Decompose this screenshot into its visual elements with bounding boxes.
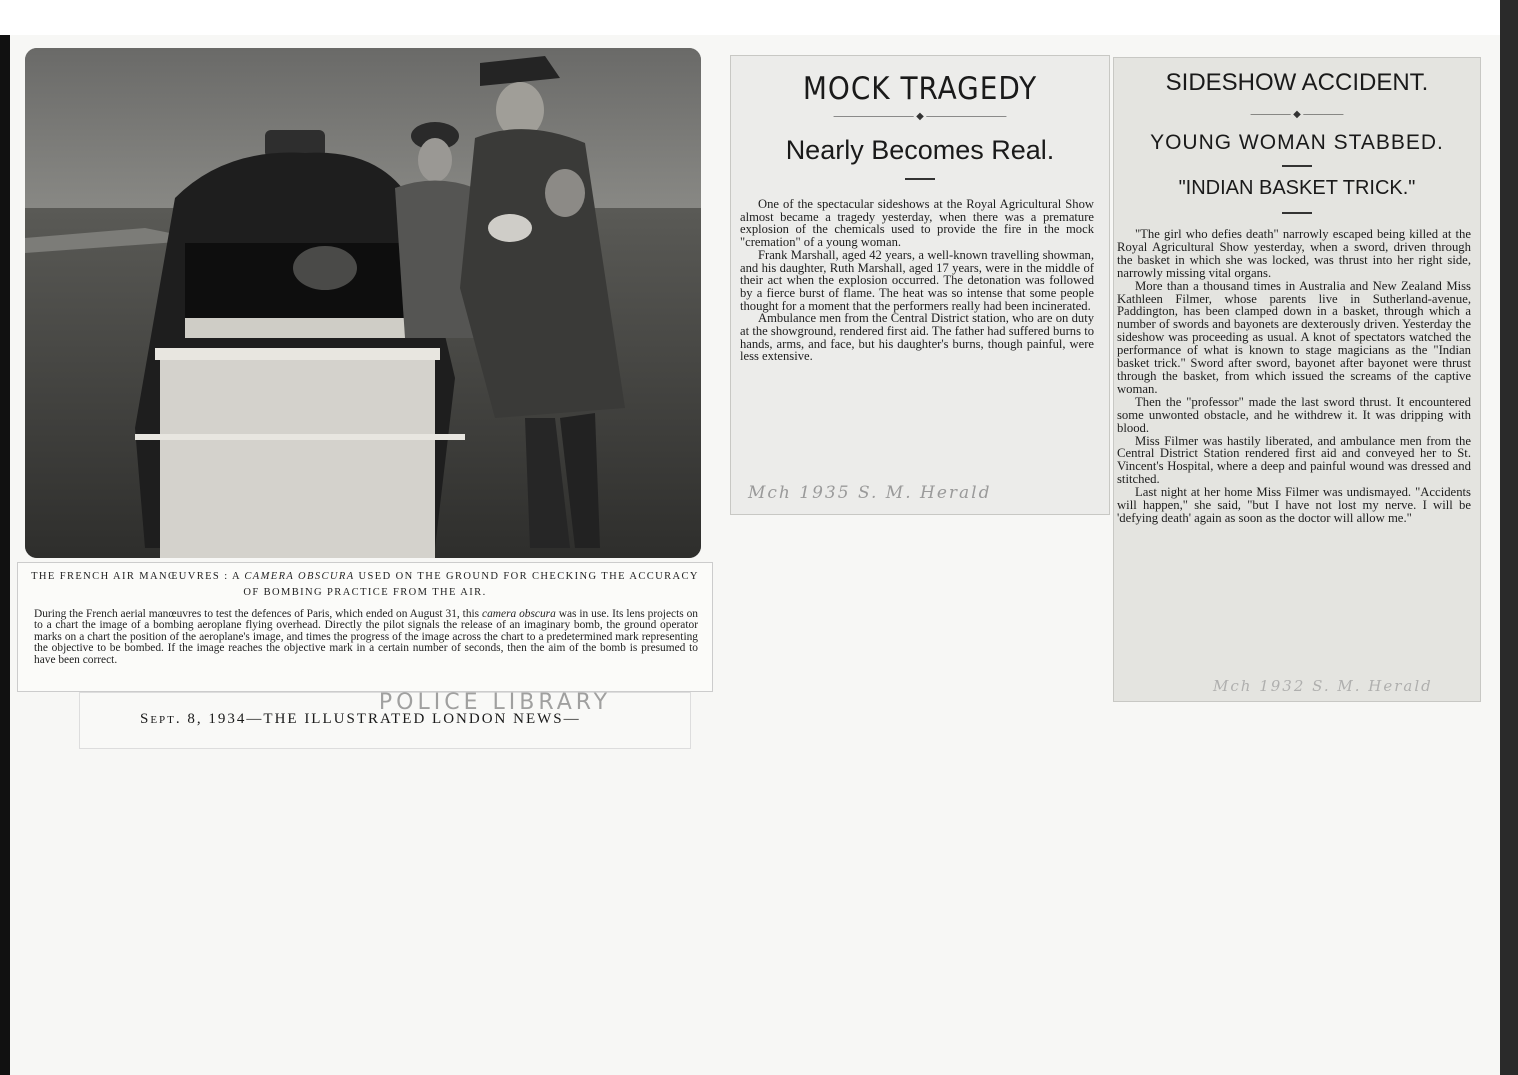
paragraph: One of the spectacular sideshows at the Royal Agricultural Show almost became a tragedy yesterday, when there was a premature explosion of the chemicals used to provide the fire in the mock "cremation" of a young woman. <box>740 197 1094 250</box>
headline: SIDESHOW ACCIDENT. <box>1165 69 1429 96</box>
paragraph: Last night at her home Miss Filmer was undismayed. "Accidents will happen," she said, "but I have not lost my nerve. I will be 'defying death' again as soon as the doctor will allow me." <box>1117 485 1471 525</box>
caption-body-part-1: During the French aerial manœuvres to test the defences of Paris, which ended on August 31, this <box>34 608 480 620</box>
paragraph: Miss Filmer was hastily liberated, and ambulance men from the Central District Station rendered first aid and conveyed her to St. Vincent's Hospital, where a deep and painful wound was dressed and stitched. <box>1117 433 1471 487</box>
caption-heading-italic: CAMERA OBSCURA <box>244 571 355 582</box>
headline-rule: ———————— ◆ ———————— <box>833 111 1007 122</box>
paragraph: Ambulance men from the Central District station, who are on duty at the showground, rendered first aid. The father had suffered burns to hands, arms, and face, but his daughter's burns, though painful, were less extensive. <box>740 311 1094 364</box>
subhead: YOUNG WOMAN STABBED. <box>1150 131 1444 154</box>
caption-heading <box>30 569 700 601</box>
handwritten-note: Mch 1932 S. M. Herald <box>1213 677 1433 695</box>
caption-heading-part-3: USED ON THE GROUND FOR CHECKING THE ACCURACY OF BOMBING PRACTICE FROM THE AIR. <box>243 571 699 598</box>
subhead-2: "INDIAN BASKET TRICK." <box>1178 177 1416 199</box>
article-body <box>1117 228 1471 525</box>
article-body <box>740 198 1094 363</box>
police-library-stamp: POLICE LIBRARY <box>378 690 612 715</box>
paragraph: Then the "professor" made the last sword thrust. It encountered some unwonted obstacle, and he withdrew it. It was dripping with blood. <box>1117 394 1471 435</box>
subhead-2-rule <box>1282 212 1312 214</box>
paragraph: "The girl who defies death" narrowly escaped being killed at the Royal Agricultural Show yesterday, when a sword, driven through the basket in which she was locked, was thrust into her right side, narrowly missing vital organs. <box>1117 227 1471 280</box>
headline-rule: ———— ◆ ———— <box>1250 109 1344 120</box>
source-date: Sept. 8, 1934 <box>140 711 247 727</box>
caption-body-part-2: was in use. Its lens projects on to a chart the image of a bombing aeroplane flying overhead. Directly the pilot signals the release of an imaginary bomb, the ground operator marks on a chart the position of the aeroplane's image, and times the progress of the image across the chart to a predetermined mark representing the objective to be bombed. If the image reaches the objective mark in a certain number of seconds, then the aim of the bomb is presumed to have been correct. <box>34 608 698 666</box>
right-edge <box>1500 0 1518 1075</box>
subhead-rule <box>1282 165 1312 167</box>
caption-body-italic: camera obscura <box>482 608 556 620</box>
article-mock-tragedy <box>730 55 1110 515</box>
camera-obscura-photo <box>25 48 701 558</box>
caption-heading-part-1: THE FRENCH AIR MANŒUVRES : <box>31 571 229 582</box>
handwritten-note: Mch 1935 S. M. Herald <box>748 483 992 503</box>
caption-body <box>34 609 698 666</box>
paragraph: More than a thousand times in Australia and New Zealand Miss Kathleen Filmer, whose parents live in Sutherland-avenue, Paddington, has been clamped down in a basket, through which a number of swords and bayonets are dexterously driven. Yesterday the sideshow was proceeding as usual. A knot of spectators watched the performance of what is known to stage magicians as the "Indian basket trick." Sword after sword, bayonet after bayonet were thrust through the basket, from which issued the screams of the captive woman. <box>1117 278 1471 396</box>
photo-caption <box>18 563 712 691</box>
source-publication: —THE ILLUSTRATED LONDON NEWS— <box>246 711 581 727</box>
caption-heading-part-2: A <box>231 571 241 582</box>
headline: MOCK TRAGEDY <box>802 71 1038 107</box>
top-margin <box>0 0 1518 35</box>
subhead-rule <box>905 178 935 180</box>
photo-illustration <box>25 48 701 558</box>
paragraph: Frank Marshall, aged 42 years, a well-known travelling showman, and his daughter, Ruth Marshall, aged 17 years, were in the middle of their act when the explosion occurred. The detonation was followed by a fierce burst of flame. The heat was so intense that some people thought for a moment that the performers really had been incinerated. <box>740 247 1094 313</box>
subhead: Nearly Becomes Real. <box>785 135 1055 165</box>
article-sideshow-accident <box>1113 57 1481 702</box>
